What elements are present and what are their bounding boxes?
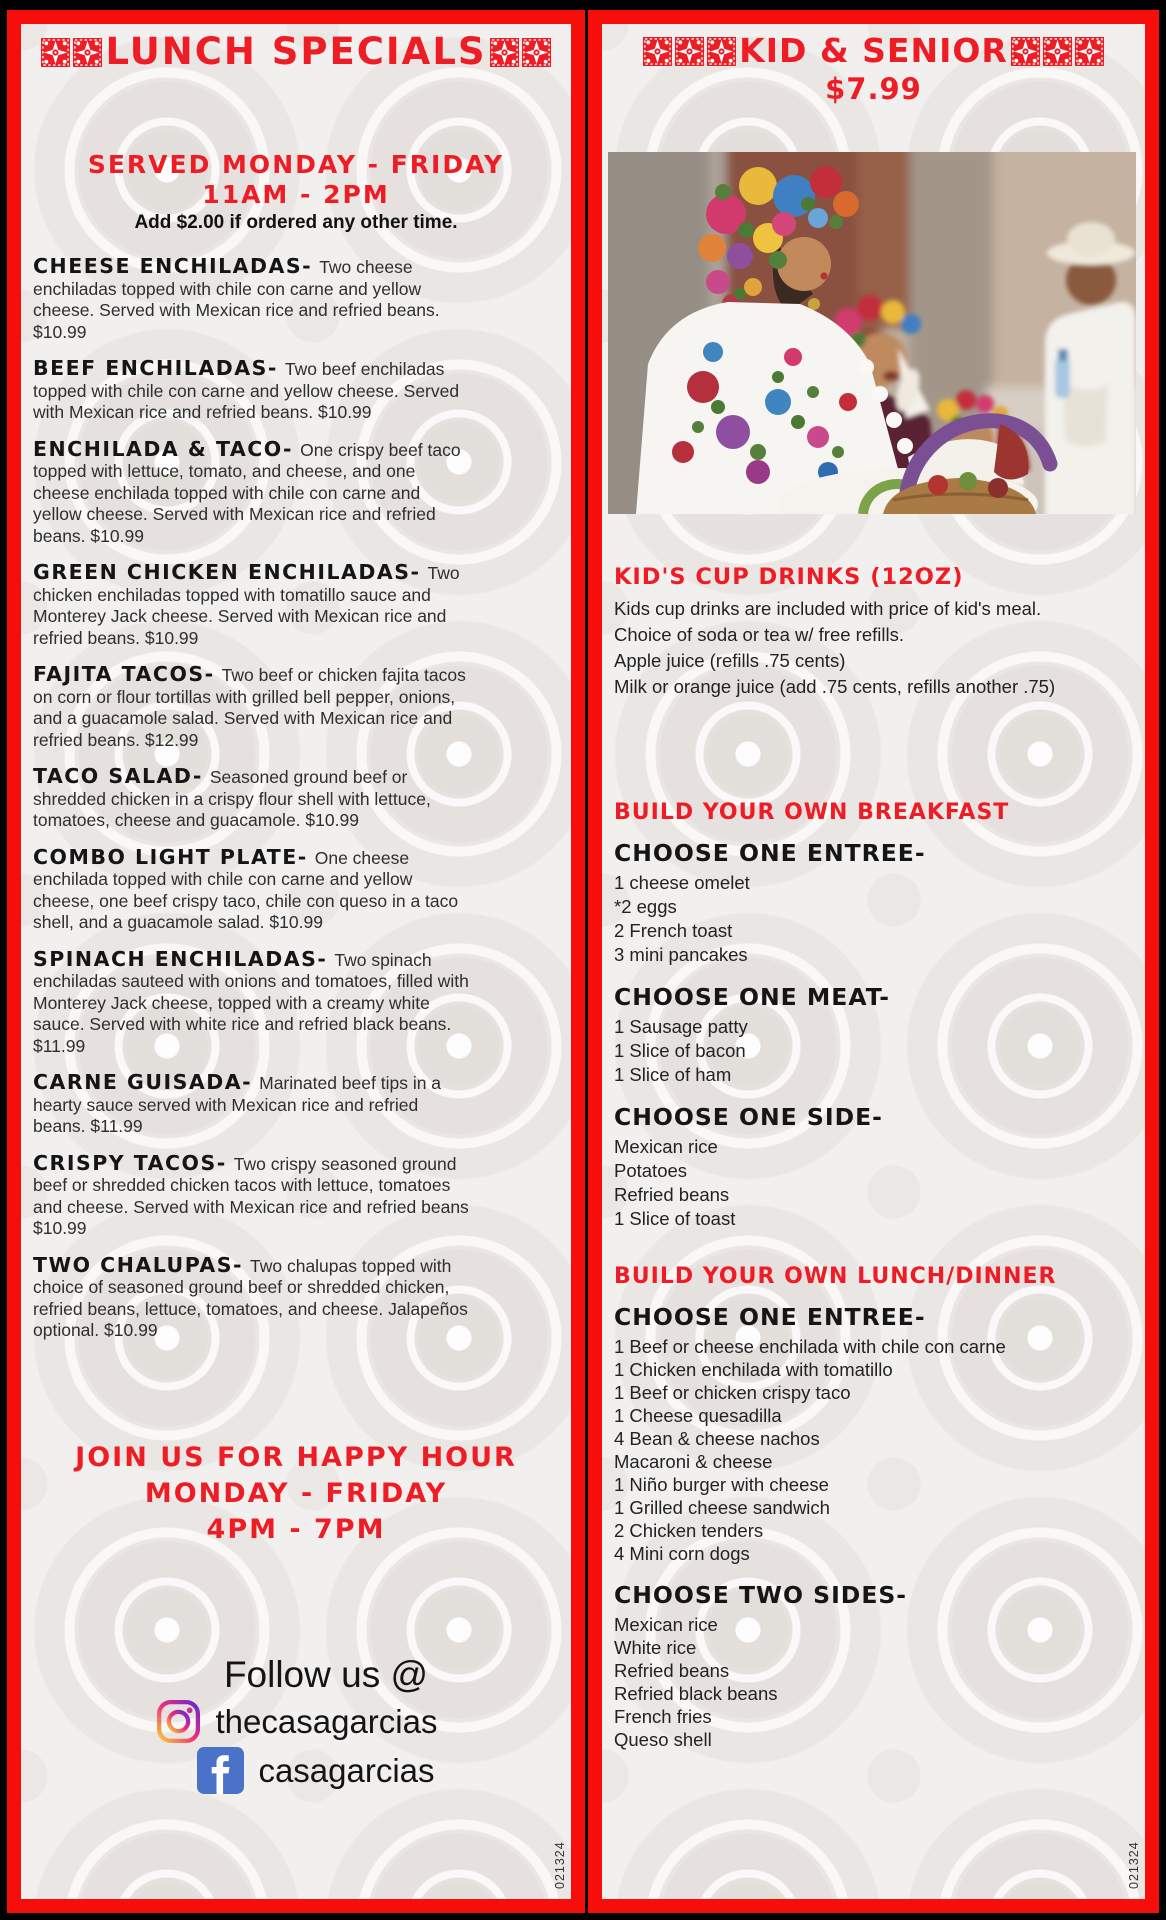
- menu-item-name: TACO SALAD-: [33, 764, 203, 788]
- menu-item: [33, 256, 473, 343]
- menu-line: *2 eggs: [614, 896, 677, 917]
- kid-senior-price: $7.99: [825, 72, 922, 106]
- menu-line: Refried black beans: [614, 1683, 778, 1704]
- drinks-line: Milk or orange juice (add .75 cents, refills another .75): [614, 676, 1056, 697]
- photo-illustration: [608, 152, 1136, 514]
- facebook-row: [197, 1747, 434, 1794]
- lunch-items-list: [33, 256, 473, 1357]
- menu-item-desc: One cheese enchilada topped with chile con carne and yellow cheese, one beef crispy taco, chile con queso in a taco shell, and a guacamole salad. $10.99: [33, 847, 459, 932]
- menu-item: [33, 664, 473, 751]
- menu-line: 1 Chicken enchilada with tomatillo: [614, 1359, 893, 1380]
- menu-line: Macaroni & cheese: [614, 1451, 773, 1472]
- instagram-handle: thecasagarcias: [215, 1702, 438, 1740]
- breakfast-side-group: [614, 1103, 1129, 1231]
- group-heading: CHOOSE ONE MEAT-: [614, 983, 891, 1011]
- folklorico-dancers-photo: [608, 152, 1136, 514]
- menu-item: [33, 766, 473, 832]
- menu-item-desc: Two beef or chicken fajita tacos on corn or flour tortillas with grilled bell pepper, onions, and a guacamole salad. Served with Mexican rice and refried beans. $12.99: [33, 665, 466, 750]
- menu-item-name: CARNE GUISADA-: [33, 1070, 253, 1094]
- lunch-dinner-heading: BUILD YOUR OWN LUNCH/DINNER: [614, 1264, 1057, 1289]
- happy-hour-line: MONDAY - FRIDAY: [144, 1478, 448, 1509]
- menu-line: 1 Sausage patty: [614, 1016, 748, 1037]
- drinks-line: Kids cup drinks are included with price of kid's meal.: [614, 598, 1042, 619]
- menu-line: Mexican rice: [614, 1136, 718, 1157]
- menu-item: [33, 1150, 473, 1240]
- menu-line: White rice: [614, 1637, 697, 1658]
- price-note: Add $2.00 if ordered any other time.: [134, 212, 458, 233]
- instagram-icon: [155, 1698, 202, 1745]
- menu-item-desc: Two chicken enchiladas topped with tomatillo sauce and Monterey Jack cheese. Served with Mexican rice and refried beans. $10.99: [33, 563, 460, 648]
- menu-item-name: SPINACH ENCHILADAS-: [33, 946, 328, 971]
- date-code: 021324: [1127, 1841, 1141, 1889]
- breakfast-meat-group: [614, 983, 1129, 1087]
- menu-line: 2 French toast: [614, 920, 733, 941]
- drinks-line: Choice of soda or tea w/ free refills.: [614, 624, 904, 645]
- menu-item-name: ENCHILADA & TACO-: [33, 436, 294, 461]
- papel-picado-icon: [1043, 37, 1072, 66]
- menu-line: 1 Grilled cheese sandwich: [614, 1497, 830, 1518]
- date-code: 021324: [553, 1841, 567, 1889]
- facebook-handle: casagarcias: [258, 1751, 435, 1789]
- menu-line: Mexican rice: [614, 1614, 718, 1635]
- kids-drinks-heading: KID'S CUP DRINKS (12OZ): [614, 564, 964, 590]
- menu-item: [33, 1252, 473, 1342]
- group-heading: CHOOSE ONE ENTREE-: [614, 839, 926, 867]
- menu-item-desc: Two beef enchiladas topped with chile con carne and yellow cheese. Served with Mexican rice and refried beans. $10.99: [33, 359, 460, 422]
- served-hours: 11AM - 2PM: [202, 180, 390, 209]
- menu-line: Queso shell: [614, 1729, 712, 1750]
- lunch-specials-panel: [7, 10, 585, 1913]
- papel-picado-icon: [490, 38, 519, 67]
- menu-item-name: CRISPY TACOS-: [33, 1150, 227, 1175]
- menu-item-desc: One crispy beef taco topped with lettuce, tomato, and cheese, and one cheese enchilada topped with chile con carne and yellow cheese. Served with Mexican rice and refried beans. $10.99: [33, 439, 461, 546]
- papel-picado-icon: [1011, 37, 1040, 66]
- group-heading: CHOOSE ONE SIDE-: [614, 1103, 883, 1131]
- follow-us-heading: Follow us @: [223, 1654, 429, 1695]
- papel-picado-icon: [707, 37, 736, 66]
- kids-drinks-section: [614, 564, 1129, 700]
- menu-item: [33, 1072, 473, 1138]
- menu-line: Refried beans: [614, 1184, 730, 1205]
- menu-line: 1 Niño burger with cheese: [614, 1474, 829, 1495]
- menu-line: 1 Cheese quesadilla: [614, 1405, 782, 1426]
- kid-senior-title: KID & SENIOR: [739, 31, 1008, 70]
- lunch-dinner-sides-group: [614, 1581, 1129, 1751]
- menu-item-name: GREEN CHICKEN ENCHILADAS-: [33, 560, 421, 584]
- menu-line: 1 cheese omelet: [614, 872, 750, 893]
- menu-item-name: TWO CHALUPAS-: [33, 1252, 243, 1277]
- lunch-specials-page: [21, 24, 571, 1899]
- happy-hour-line: JOIN US FOR HAPPY HOUR: [75, 1442, 517, 1473]
- kid-senior-title-row: [602, 32, 1145, 70]
- lunch-title-row: [21, 32, 571, 72]
- lunch-dinner-section: [614, 1264, 1129, 1767]
- breakfast-section: [614, 800, 1129, 1247]
- breakfast-heading: BUILD YOUR OWN BREAKFAST: [614, 800, 1010, 825]
- instagram-row: [155, 1698, 438, 1745]
- menu-line: 2 Chicken tenders: [614, 1520, 764, 1541]
- happy-hour-banner: [21, 1440, 571, 1548]
- menu-line: Refried beans: [614, 1660, 730, 1681]
- happy-hour-line: 4PM - 7PM: [206, 1514, 386, 1545]
- menu-item-desc: Marinated beef tips in a hearty sauce served with Mexican rice and refried beans. $11.99: [33, 1073, 442, 1136]
- lunch-dinner-entree-group: [614, 1303, 1129, 1565]
- lunch-title: LUNCH SPECIALS: [105, 30, 487, 73]
- menu-line: Potatoes: [614, 1160, 688, 1181]
- menu-item-desc: Two cheese enchiladas topped with chile con carne and yellow cheese. Served with Mexican rice and refried beans. $10.99: [33, 257, 440, 342]
- menu-line: 3 mini pancakes: [614, 944, 748, 965]
- menu-line: 1 Beef or cheese enchilada with chile con carne: [614, 1336, 1006, 1357]
- kid-senior-panel: [588, 10, 1159, 1913]
- papel-picado-icon: [675, 37, 704, 66]
- breakfast-entree-group: [614, 839, 1129, 967]
- menu-line: 4 Mini corn dogs: [614, 1543, 750, 1564]
- menu-item: [33, 358, 473, 424]
- menu-item-name: CHEESE ENCHILADAS-: [33, 254, 313, 278]
- menu-item-name: COMBO LIGHT PLATE-: [33, 844, 308, 869]
- drinks-line: Apple juice (refills .75 cents): [614, 650, 846, 671]
- papel-picado-icon: [41, 38, 70, 67]
- menu-item-desc: Seasoned ground beef or shredded chicken in a crispy flour shell with lettuce, tomatoes, cheese and guacamole. $10.99: [33, 767, 431, 830]
- menu-line: 1 Slice of bacon: [614, 1040, 746, 1061]
- kid-senior-page: [602, 24, 1145, 1899]
- menu-item: [33, 946, 473, 1058]
- served-days: SERVED MONDAY - FRIDAY: [87, 150, 505, 179]
- menu-item: [33, 562, 473, 649]
- menu-line: 1 Slice of toast: [614, 1208, 736, 1229]
- menu-line: 1 Slice of ham: [614, 1064, 732, 1085]
- menu-item-desc: Two spinach enchiladas sauteed with onions and tomatoes, filled with Monterey Jack cheese, topped with a creamy white sauce. Served with white rice and refried black beans. $11.99: [33, 949, 469, 1056]
- social-block: [21, 1654, 571, 1794]
- menu-item-desc: Two chalupas topped with choice of seasoned ground beef or shredded chicken, refried beans, lettuce, tomatoes, and cheese. Jalapeños optional. $10.99: [33, 1255, 468, 1340]
- menu-item-name: BEEF ENCHILADAS-: [33, 356, 278, 380]
- group-heading: CHOOSE ONE ENTREE-: [614, 1303, 926, 1331]
- papel-picado-icon: [1075, 37, 1104, 66]
- menu-item: [33, 436, 473, 548]
- menu-line: French fries: [614, 1706, 712, 1727]
- menu-line: 1 Beef or chicken crispy taco: [614, 1382, 851, 1403]
- papel-picado-icon: [73, 38, 102, 67]
- facebook-icon: [197, 1747, 244, 1794]
- menu-item-name: FAJITA TACOS-: [33, 662, 215, 686]
- papel-picado-icon: [643, 37, 672, 66]
- papel-picado-icon: [522, 38, 551, 67]
- menu-item: [33, 844, 473, 934]
- menu-line: 4 Bean & cheese nachos: [614, 1428, 820, 1449]
- menu-item-desc: Two crispy seasoned ground beef or shredded chicken tacos with lettuce, tomatoes and cheese. Served with Mexican rice and refried beans $10.99: [33, 1153, 469, 1238]
- group-heading: CHOOSE TWO SIDES-: [614, 1581, 908, 1609]
